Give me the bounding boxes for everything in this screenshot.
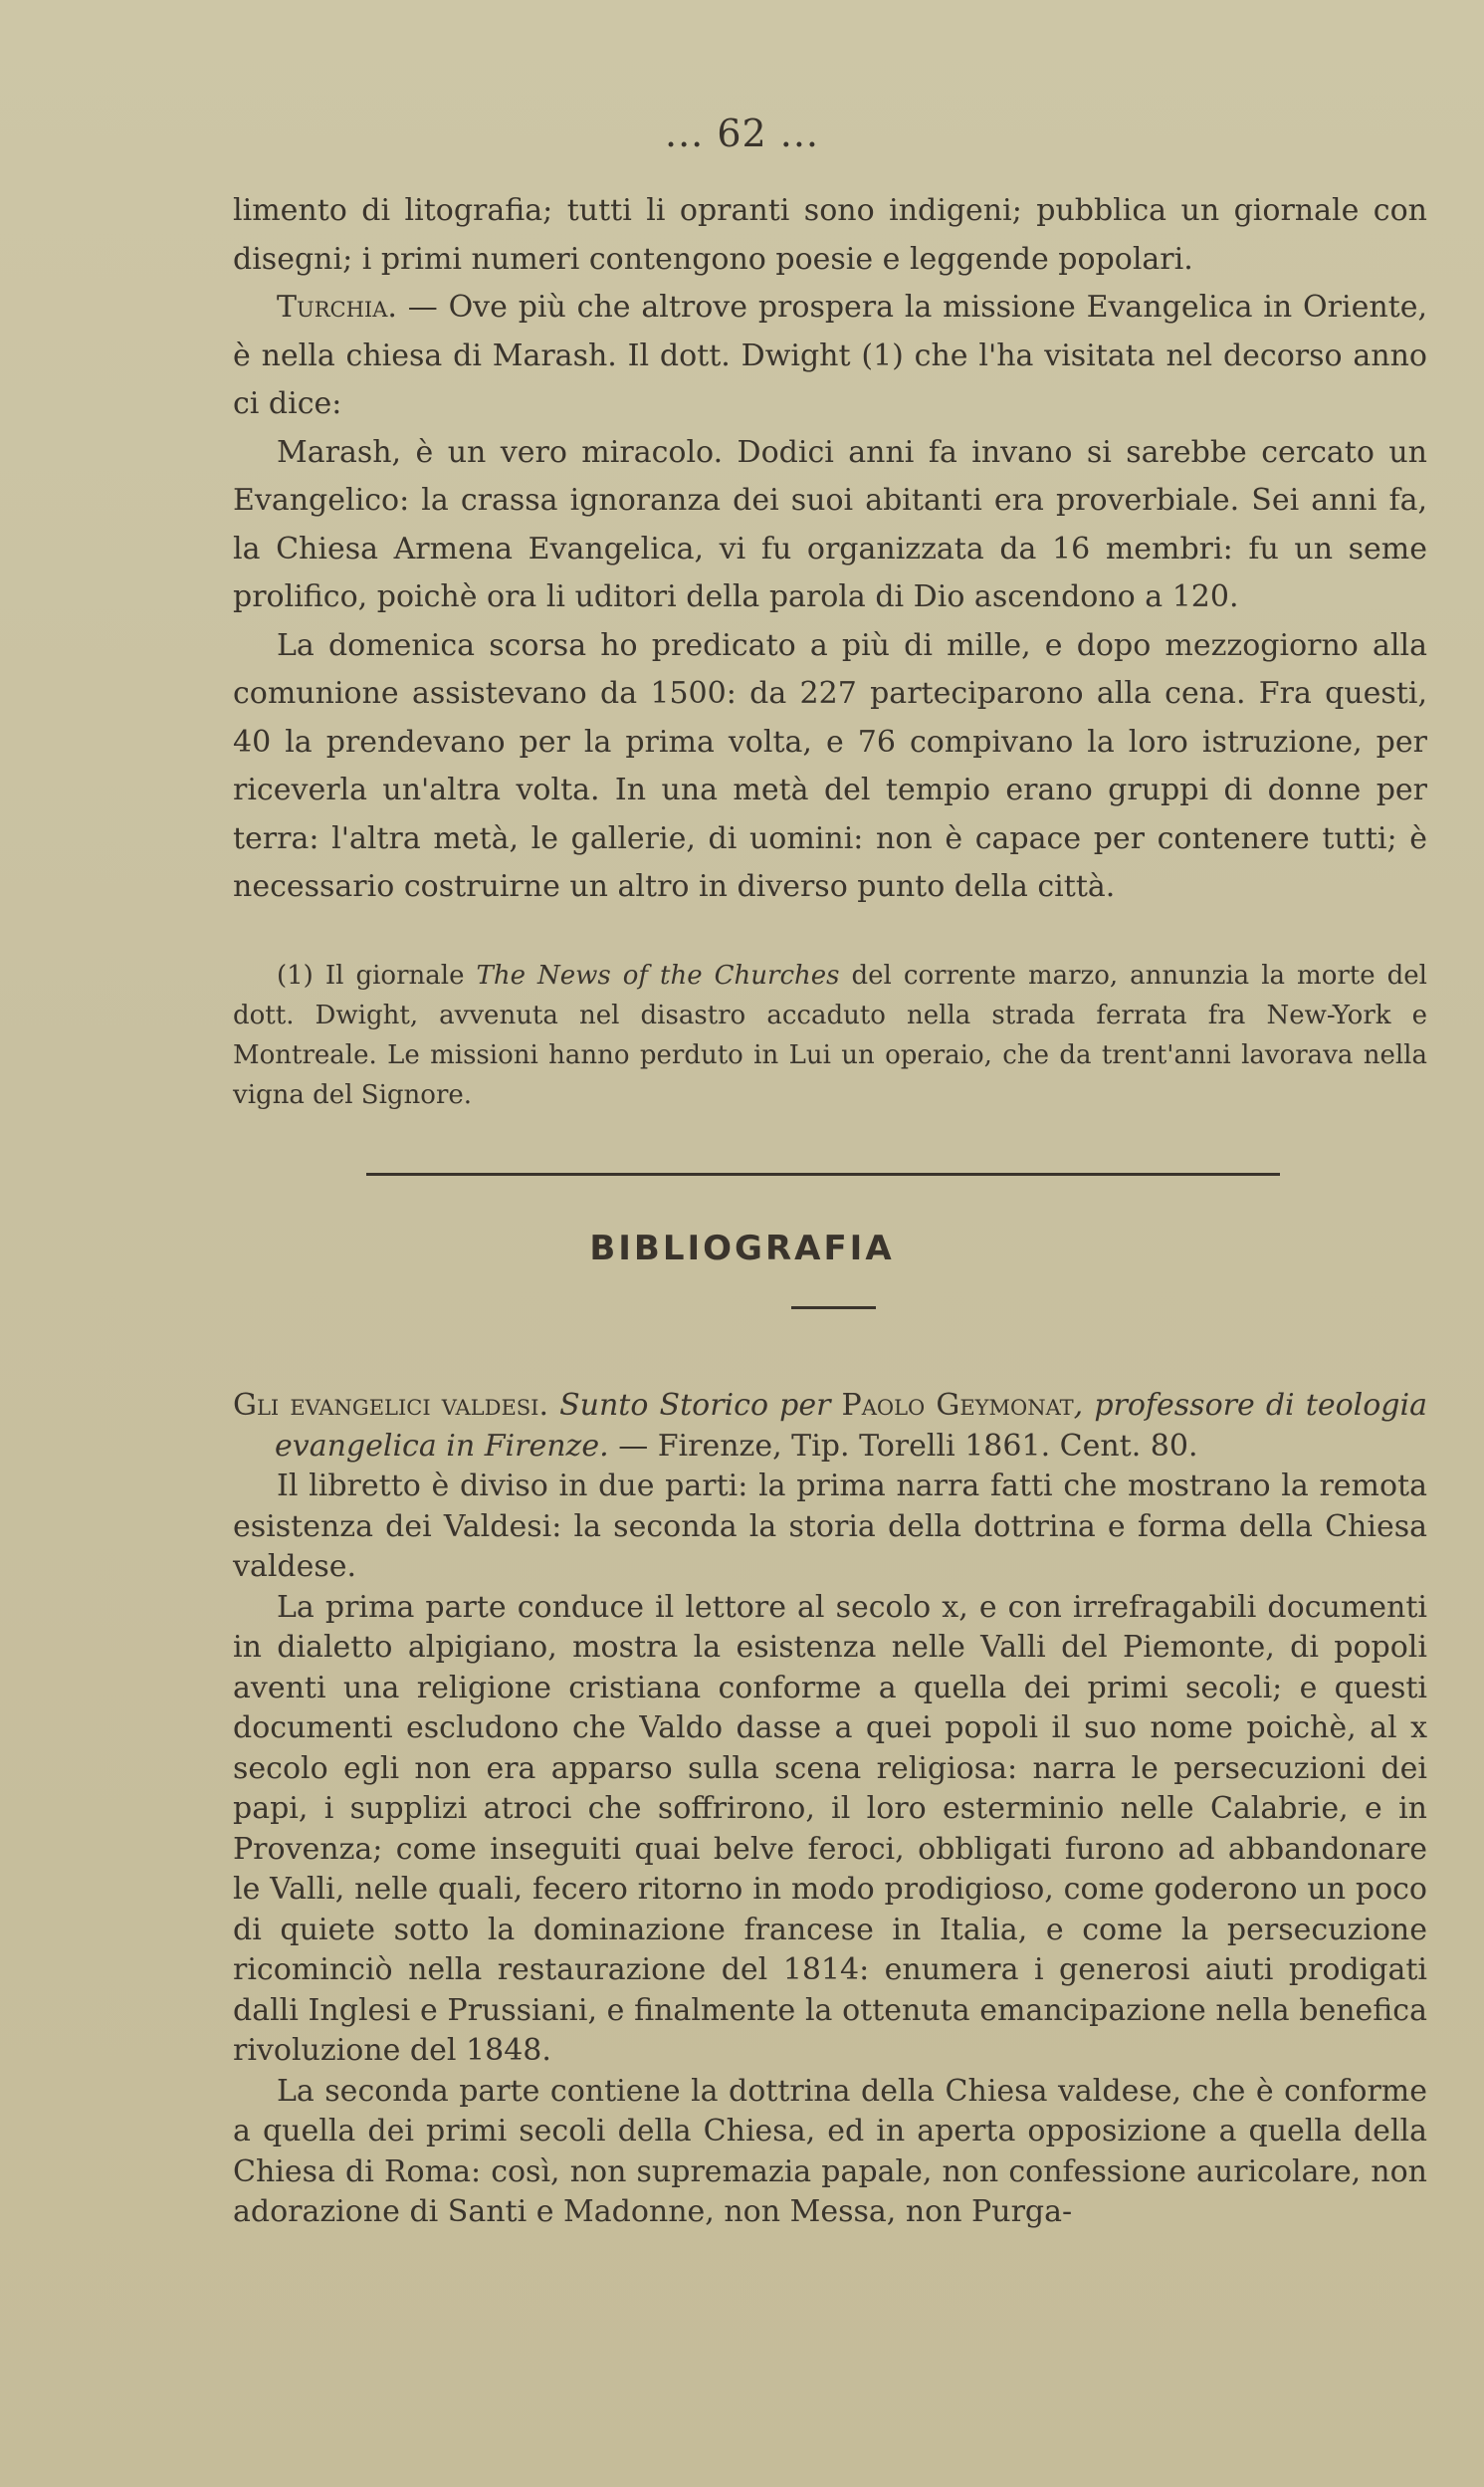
paragraph: Il libretto è diviso in due parti: la prima narra fatti che mostrano la remota esistenza dei Valdesi: la seconda la storia della dottrina e forma della Chiesa valdese.	[233, 1469, 1427, 1584]
divider-rule	[366, 1173, 1280, 1176]
title-underline	[791, 1306, 876, 1309]
journal-title: The News of the Churches	[476, 961, 840, 991]
author-name: Paolo Geymonat	[841, 1388, 1074, 1423]
section-title: BIBLIOGRAFIA	[589, 1229, 895, 1268]
paragraph: La prima parte conduce il lettore al secolo x, e con irrefragabili documenti in dialetto alpigiano, mostra la esistenza nelle Valli del Piemonte, di popoli aventi una religione cristiana conforme a quella dei primi secoli; e questi documenti escludono che Valdo dasse a quei popoli il suo nome poichè, al x secolo egli non era apparso sulla scena religiosa: narra le persecuzioni dei papi, i supplizi atroci che soffrirono, il loro esterminio nelle Calabrie, e in Provenza; come inseguiti quai belve feroci, obbligati furono ad abbandonare le Valli, nelle quali, fecero ritorno in modo prodigioso, come goderono un poco di quiete sotto la dominazione francese in Italia, e come la persecuzione ricominciò nella restaurazione del 1814: enumera i generosi aiuti prodigati dalli Inglesi e Prussiani, e finalmente la ottenuta emancipazione nella benefica rivoluzione del 1848.	[233, 1589, 1427, 2068]
body-text	[233, 187, 1427, 912]
paragraph: Marash, è un vero miracolo. Dodici anni fa invano si sarebbe cercato un Evangelico: la crassa ignoranza dei suoi abitanti era proverbiale. Sei anni fa, la Chiesa Armena Evangelica, vi fu organizzata da 16 membri: fu un seme prolifico, poichè ora li uditori della parola di Dio ascendono a 120.	[233, 434, 1427, 614]
section-label: Turchia.	[277, 290, 397, 325]
paragraph-turchia: Turchia. — Ove più che altrove prospera la missione Evangelica in Oriente, è nella chiesa di Marash. Il dott. Dwight (1) che l'ha visitata nel decorso anno ci dice:	[233, 290, 1427, 421]
bibliography-entry	[233, 1386, 1427, 2233]
footnote: (1) Il giornale The News of the Churches del corrente marzo, annunzia la morte del dott. Dwight, avvenuta nel disastro accaduto nella strada ferrata fra New-York e Montreale. Le missioni hanno perduto in Lui un operaio, che da trent'anni lavorava nella vigna del Signore.	[233, 961, 1427, 1110]
paragraph: La domenica scorsa ho predicato a più di mille, e dopo mezzogiorno alla comunione assistevano da 1500: da 227 parteciparono alla cena. Fra questi, 40 la prendevano per la prima volta, e 76 compivano la loro istruzione, per riceverla un'altra volta. In una metà del tempio erano gruppi di donne per terra: l'altra metà, le gallerie, di uomini: non è capace per contenere tutti; è necessario costruirne un altro in diverso punto della città.	[233, 627, 1427, 904]
paragraph: limento di litografia; tutti li opranti sono indigeni; pubblica un giornale con disegni; i primi numeri contengono poesie e leggende popolari.	[233, 193, 1427, 277]
paragraph: La seconda parte contiene la dottrina della Chiesa valdese, che è conforme a quella dei primi secoli della Chiesa, ed in aperta opposizione a quella della Chiesa di Roma: così, non supremazia papale, non confessione auricolare, non adorazione di Santi e Madonne, non Messa, non Purga-	[233, 2073, 1427, 2229]
bibliography-citation: Gli evangelici valdesi. Sunto Storico per Paolo Geymonat, professore di teologia evangelica in Firenze. — Firenze, Tip. Torelli 1861. Cent. 80.	[233, 1388, 1427, 1464]
page-number: ... 62 ...	[665, 112, 819, 155]
book-title: Gli evangelici valdesi.	[233, 1388, 548, 1423]
